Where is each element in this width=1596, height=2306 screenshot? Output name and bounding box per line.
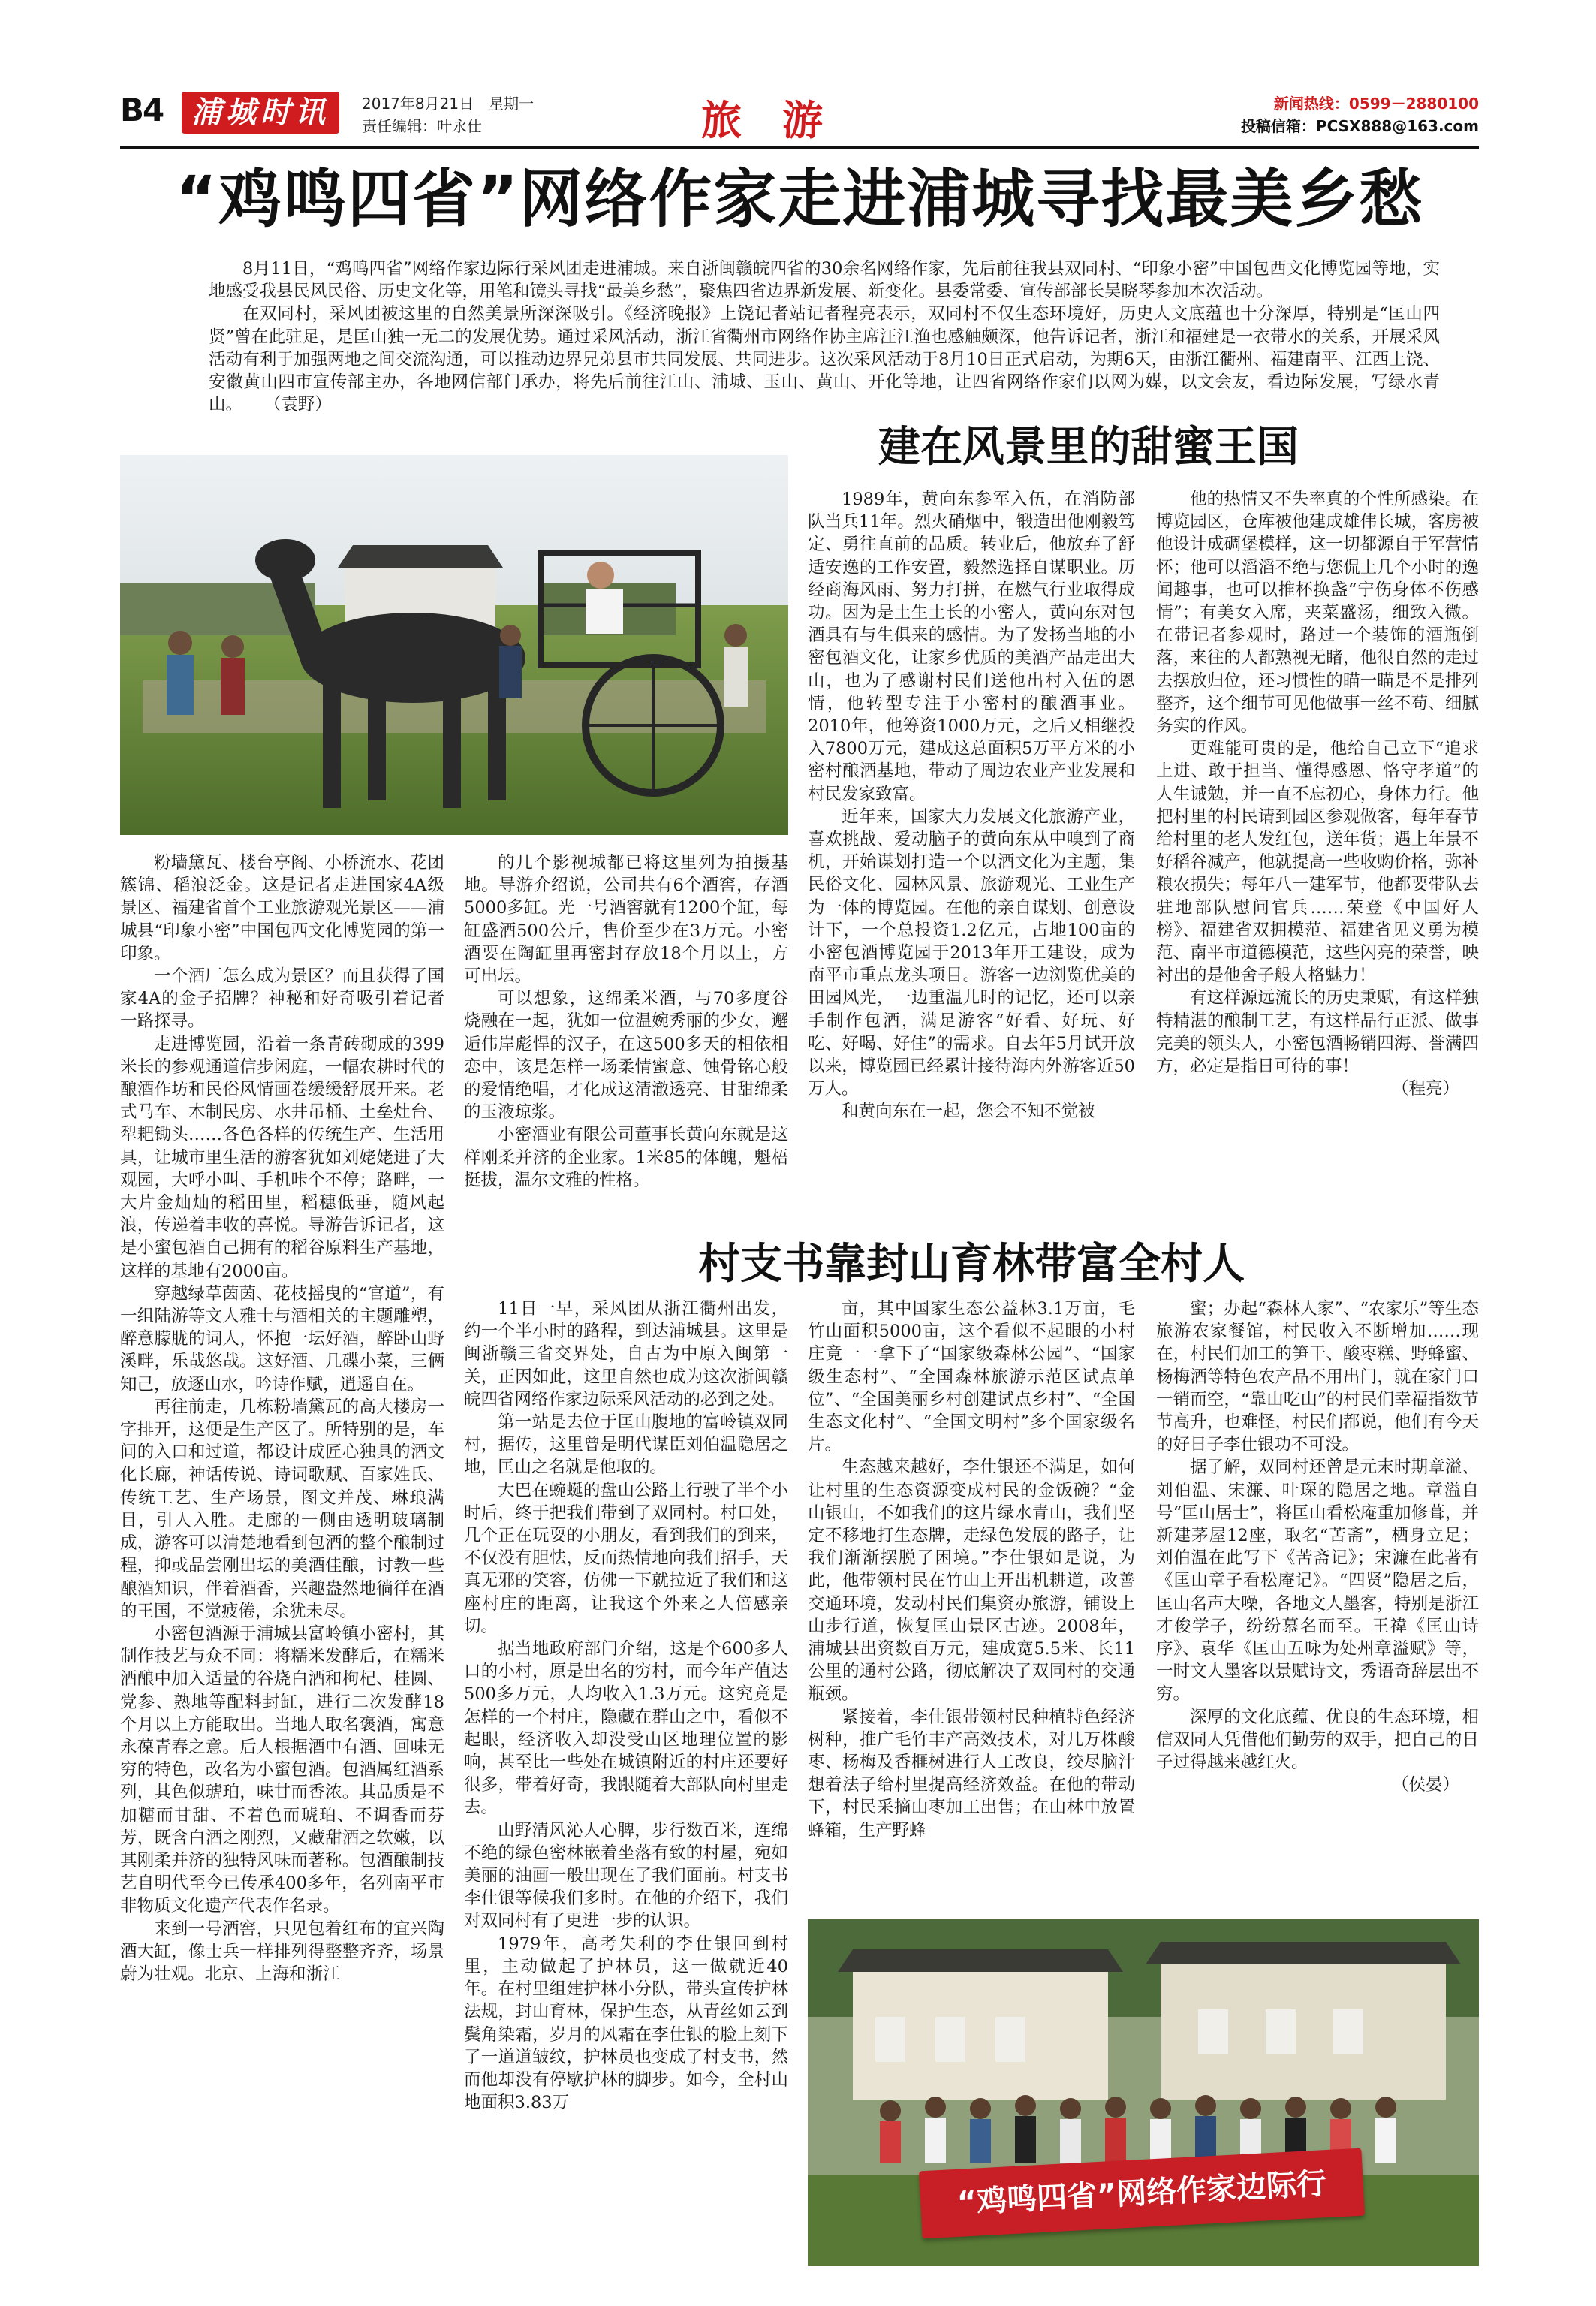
article-village-title: 村支书靠封山育林带富全村人 <box>698 1240 1245 1289</box>
body-paragraph: 生态越来越好，李仕银还不满足，如何让村里的生态资源变成村民的金饭碗？“金山银山，不如我们的这片绿水青山，我们坚定不移地打生态牌，走绿色发展的路子，让我们渐渐摆脱了困境。”李仕银如是说，为此，他带领村民在竹山上开出机耕道，改善交通环境，发动村民们集资办旅游，铺设上山步行道，恢复匡山景区古迹。2008年，浦城县出资数百万元，建成宽5.5米、长11公里的通村公路，彻底解决了双同村的交通瓶颈。 <box>808 1457 1135 1705</box>
editor-line: 责任编辑：叶永仕 <box>362 117 482 135</box>
horse-carriage-illustration <box>120 455 788 835</box>
sweet-right-column <box>1156 488 1479 1224</box>
article-signature: （程亮） <box>1391 1079 1459 1099</box>
date-line: 2017年8月21日 星期一 <box>362 95 535 113</box>
body-paragraph: 可以想象，这绵柔米酒，与70多度谷烧融在一起，犹如一位温婉秀丽的少女，邂逅伟岸彪悍的汉子，在这500多天的相依相恋中，该是怎样一场柔情蜜意、蚀骨铭心般的爱情绝唱，才化成这清澈透亮、甘甜绵柔的玉液琼浆。 <box>464 989 788 1123</box>
body-paragraph: 再往前走，几栋粉墙黛瓦的高大楼房一字排开，这便是生产区了。所特别的是，车间的入口和过道，都设计成匠心独具的酒文化长廊，神话传说、诗词歌赋、百家姓氏、传统工艺、生产场景，图文并茂、琳琅满目，引人入胜。走廊的一侧由透明玻璃制成，游客可以清楚地看到包酒的整个酿制过程，抑或品尝刚出坛的美酒佳酿，讨教一些酿酒知识，伴着酒香，兴趣盎然地徜徉在酒的王国，不觉疲倦，余犹未尽。 <box>120 1397 444 1621</box>
lead-paragraph <box>209 303 1440 416</box>
headline: “鸡鸣四省”网络作家走进浦城寻找最美乡愁 <box>175 162 1424 236</box>
lead-paragraph-text: 在双同村，采风团被这里的自然美景所深深吸引。《经济晚报》上饶记者站记者程亮表示，双同村不仅生态环境好，历史人文底蕴也十分深厚，特别是“匡山四贤”曾在此驻足，是匡山独一无二的发展优势。通过采风活动，浙江省衢州市网络作协主席汪江渔也感触颇深，他告诉记者，浙江和福建是一衣带水的关系，开展采风活动有利于加强两地之间交流沟通，可以推动边界兄弟县市共同发展、共同进步。这次采风活动于8月10日正式启动，为期6天，由浙江衢州、福建南平、江西上饶、安徽黄山四市宣传部主办，各地网信部门承办，将先后前往江山、浦城、玉山、黄山、开化等地，让四省网络作家们以网为媒，以文会友，看边际发展，写绿水青山。 <box>209 304 1440 415</box>
village-column-3 <box>1156 1298 1479 1913</box>
body-paragraph: 的几个影视城都已将这里列为拍摄基地。导游介绍说，公司共有6个酒窖，存酒5000多缸。光一号酒窖就有1200个缸，每缸盛酒500公斤，售价至少在3万元。小密酒要在陶缸里再密封存放18个月以上，方可出坛。 <box>464 853 788 987</box>
body-paragraph: 穿越绿草茵茵、花枝摇曳的“官道”，有一组陆游等文人雅士与酒相关的主题雕塑，醉意朦胧的词人，怀抱一坛好酒，醉卧山野溪畔，乐哉悠哉。这好酒、几碟小菜，三俩知己，放逐山水，吟诗作赋，逍遥自在。 <box>120 1283 444 1394</box>
group-photo-banner-text: “鸡鸣四省”网络作家边际行 <box>956 2166 1328 2220</box>
body-paragraph: 更难能可贵的是，他给自己立下“追求上进、敢于担当、懂得感恩、恪守孝道”的人生诫勉，并一直不忘初心，身体力行。他把村里的村民请到园区参观做客，每年春节给村里的老人发红包，送年货；遇上年景不好稻谷减产，他就提高一些收购价格，弥补粮农损失；每年八一建军节，他都要带队去驻地部队慰问官兵……荣登《中国好人榜》、福建省双拥模范、福建省见义勇为模范、南平市道德模范，这些闪亮的荣誉，映衬出的是他舍子般人格魅力！ <box>1156 739 1479 986</box>
body-paragraph: 据了解，双同村还曾是元末时期章溢、刘伯温、宋濂、叶琛的隐居之地。章溢自号“匡山居士”，将匡山看松庵重加修葺，并新建茅屋12座，取名“苦斋”，栖身立足；刘伯温在此写下《苦斋记》；宋濂在此著有《匡山章子看松庵记》。“四贤”隐居之后，匡山名声大噪，各地文人墨客，特别是浙江才俊学子，纷纷慕名而至。王禕《匡山诗序》、袁华《匡山五咏为处州章溢赋》等，一时文人墨客以景赋诗文，秀语奇辞层出不穷。 <box>1156 1457 1479 1705</box>
sweet-left-column-1 <box>120 852 444 2263</box>
body-paragraph: 来到一号酒窖，只见包着红布的宜兴陶酒大缸，像士兵一样排列得整整齐齐，场景蔚为壮观。北京、上海和浙江 <box>120 1919 444 1984</box>
lead-signature: （袁野） <box>273 395 332 415</box>
body-paragraph: 深厚的文化底蕴、优良的生态环境，相信双同人凭借他们勤劳的双手，把自己的日子过得越来越红火。 <box>1156 1707 1479 1773</box>
body-paragraph: 和黄向东在一起，您会不知不觉被 <box>842 1102 1095 1122</box>
body-paragraph: 山野清风沁人心脾，步行数百米，连绵不绝的绿色密林嵌着坐落有致的村屋，宛如美丽的油画一般出现在了我们面前。村支书李仕银等候我们多时。在他的介绍下，我们对双同村有了更进一步的认识。 <box>464 1820 788 1931</box>
body-paragraph: 蜜；办起“森林人家”、“农家乐”等生态旅游农家餐馆，村民收入不断增加……现在，村民们加工的笋干、酸枣糕、野蜂蜜、杨梅酒等特色农产品不用出门，就在家门口一销而空，“靠山吃山”的村民们幸福指数节节高升，也难怪，村民们都说，他们有今天的好日子李仕银功不可没。 <box>1156 1299 1479 1455</box>
sweet-middle-column <box>808 488 1135 1239</box>
body-paragraph: 走进博览园，沿着一条青砖砌成的399米长的参观通道信步闲庭，一幅农耕时代的酿酒作坊和民俗风情画卷缓缓舒展开来。老式马车、木制民房、水井吊桶、土垒灶台、犁耙锄头……各色各样的传统生产、生活用具，让城市里生活的游客犹如刘姥姥进了大观园，大呼小叫、手机咔个不停；路畔，一大片金灿灿的稻田里，稻穗低垂，随风起浪，传递着丰收的喜悦。导游告诉记者，这是小蜜包酒自己拥有的稻谷原料生产基地，这样的基地有2000亩。 <box>120 1034 444 1281</box>
body-paragraph: 1989年，黄向东参军入伍，在消防部队当兵11年。烈火硝烟中，锻造出他刚毅笃定、勇往直前的品质。转业后，他放弃了舒适安逸的工作安置，毅然选择自谋职业。历经商海风雨、努力打拼，在燃气行业取得成功。因为是土生土长的小密人，黄向东对包酒具有与生俱来的感情。为了发扬当地的小密包酒文化，让家乡优质的美酒产品走出大山，也为了感谢村民们送他出村入伍的恩情，他转型专注于小密村的酿酒事业。2010年，他筹资1000万元，之后又相继投入7800万元，建成这总面积5万平方米的小密村酿酒基地，带动了周边农业产业发展和村民发家致富。 <box>808 490 1135 804</box>
masthead <box>120 89 1479 149</box>
body-paragraph: 近年来，国家大力发展文化旅游产业，喜欢挑战、爱动脑子的黄向东从中嗅到了商机，开始谋划打造一个以酒文化为主题，集民俗文化、园林风景、旅游观光、工业生产为一体的博览园。在他的亲自谋划、创意设计下，一个总投资1.2亿元，占地100亩的小密包酒博览园于2013年开工建设，成为南平市重点龙头项目。游客一边浏览优美的田园风光，一边重温儿时的记忆，还可以亲手制作包酒，满足游客“好看、好玩、好吃、好喝、好住”的需求。自去年5月试开放以来，博览园已经累计接待海内外游客近50万人。 <box>808 806 1135 1099</box>
photo-horse-carriage <box>120 455 788 835</box>
paper-name: 浦城时讯 <box>191 95 330 130</box>
article-sweet-title: 建在风景里的甜蜜王国 <box>878 423 1299 472</box>
body-paragraph: 有这样源远流长的历史秉赋，有这样独特精湛的酿制工艺，有这样品行正派、做事完美的领头人，小密包酒畅销四海、誉满四方，必定是指日可待的事！ <box>1156 988 1479 1077</box>
body-paragraph: 据当地政府部门介绍，这是个600多人口的小村，原是出名的穷村，而今年产值达500多万元，人均收入1.3万元。这究竟是怎样的一个村庄，隐藏在群山之中，看似不起眼，经济收入却没受山区地理位置的影响，甚至比一些处在城镇附近的村庄还要好很多，带着好奇，我跟随着大部队向村里走去。 <box>464 1639 788 1818</box>
page-number: B4 <box>120 92 164 128</box>
body-paragraph: 亩，其中国家生态公益林3.1万亩，毛竹山面积5000亩，这个看似不起眼的小村庄竟一一拿下了“国家级森林公园”、“国家级生态村”、“全国森林旅游示范区试点单位”、“全国美丽乡村创建试点乡村”、“全国生态文化村”、“全国文明村”多个国家级名片。 <box>808 1299 1135 1455</box>
section-title: 旅 游 <box>701 97 823 144</box>
body-paragraph: 一个酒厂怎么成为景区？而且获得了国家4A的金子招牌？神秘和好奇吸引着记者一路探寻。 <box>120 966 444 1032</box>
paper-name-logo <box>182 92 339 134</box>
photo-group <box>808 1919 1479 2266</box>
body-paragraph: 大巴在蜿蜒的盘山公路上行驶了半个小时后，终于把我们带到了双同村。村口处，几个正在玩耍的小朋友，看到我们的到来，不仅没有胆怯，反而热情地向我们招手，天真无邪的笑容，仿佛一下就拉近了我们和这座村庄的距离，让我这个外来之人倍感亲切。 <box>464 1480 788 1636</box>
hotline: 新闻热线：0599－2880100 <box>1273 95 1479 113</box>
body-paragraph: 小密包酒源于浦城县富岭镇小密村，其制作技艺与众不同：将糯米发酵后，在糯米酒酿中加入适量的谷烧白酒和枸杞、桂圆、党参、熟地等配料封缸，进行二次发酵18个月以上方能取出。当地人取名褒酒，寓意永葆青春之意。后人根据酒中有酒、回味无穷的特色，改名为小蜜包酒。包酒属红酒系列，其色似琥珀，味甘而香浓。其品质是不加糖而甘甜、不着色而琥珀、不调香而芬芳，既含白酒之刚烈，又藏甜酒之软嫩，以其刚柔并济的独特风味而著称。包酒酿制技艺自明代至今已传承400多年，名列南平市非物质文化遗产代表作名录。 <box>120 1623 444 1916</box>
article-signature: （侯晏） <box>1391 1775 1459 1795</box>
lead-paragraph: 8月11日，“鸡鸣四省”网络作家边际行采风团走进浦城。来自浙闽赣皖四省的30余名网络作家，先后前往我县双同村、“印象小密”中国包西文化博览园等地，实地感受我县民风民俗、历史文化等，用笔和镜头寻找“最美乡愁”，聚焦四省边界新发展、新变化。县委常委、宣传部部长吴晓琴参加本次活动。 <box>209 259 1440 302</box>
body-paragraph: 第一站是去位于匡山腹地的富岭镇双同村，据传，这里曾是明代谋臣刘伯温隐居之地，匡山之名就是他取的。 <box>464 1412 788 1478</box>
village-column-1 <box>464 1298 788 2266</box>
sweet-left-column-2 <box>464 852 788 1272</box>
email: 投稿信箱：PCSX888@163.com <box>1240 117 1479 135</box>
village-column-2 <box>808 1298 1135 1913</box>
lead-article <box>209 258 1440 416</box>
body-paragraph: 11日一早，采风团从浙江衢州出发，约一个半小时的路程，到达浦城县。这里是闽浙赣三省交界处，自古为中原入闽第一关，正因如此，这里自然也成为这次浙闽赣皖四省网络作家边际采风活动的必到之处。 <box>464 1299 788 1409</box>
masthead-rule <box>120 146 1479 149</box>
body-paragraph: 小密酒业有限公司董事长黄向东就是这样刚柔并济的企业家。1米85的体魄，魁梧挺拔，温尔文雅的性格。 <box>464 1125 788 1190</box>
body-paragraph: 他的热情又不失率真的个性所感染。在博览园区，仓库被他建成雄伟长城，客房被他设计成碉堡模样，这一切都源自于军营情怀；他可以滔滔不绝与您侃上几个小时的逸闻趣事，也可以推杯换盏“宁伤身体不伤感情”；有美女入席，夹菜盛汤，细致入微。在带记者参观时，路过一个装饰的酒瓶倒落，来往的人都熟视无睹，他很自然的走过去摆放归位，还习惯性的瞄一瞄是不是排列整齐，这个细节可见他做事一丝不苟、细腻务实的作风。 <box>1156 490 1479 737</box>
body-paragraph: 1979年，高考失利的李仕银回到村里，主动做起了护林员，这一做就近40年。在村里组建护林小分队，带头宣传护林法规，封山育林，保护生态，从青丝如云到鬓角染霜，岁月的风霜在李仕银的脸上刻下了一道道皱纹，护林员也变成了村支书，然而他却没有停歇护林的脚步。如今，全村山地面积3.83万 <box>464 1934 788 2113</box>
body-paragraph: 紧接着，李仕银带领村民种植特色经济树种，推广毛竹丰产高效技术，对几万株酸枣、杨梅及香榧树进行人工改良，绞尽脑汁想着法子给村里提高经济效益。在他的带动下，村民采摘山枣加工出售；在山林中放置蜂箱，生产野蜂 <box>808 1707 1135 1840</box>
body-paragraph: 粉墙黛瓦、楼台亭阁、小桥流水、花团簇锦、稻浪泛金。这是记者走进国家4A级景区、福建省首个工业旅游观光景区——浦城县“印象小密”中国包西文化博览园的第一印象。 <box>120 853 444 963</box>
